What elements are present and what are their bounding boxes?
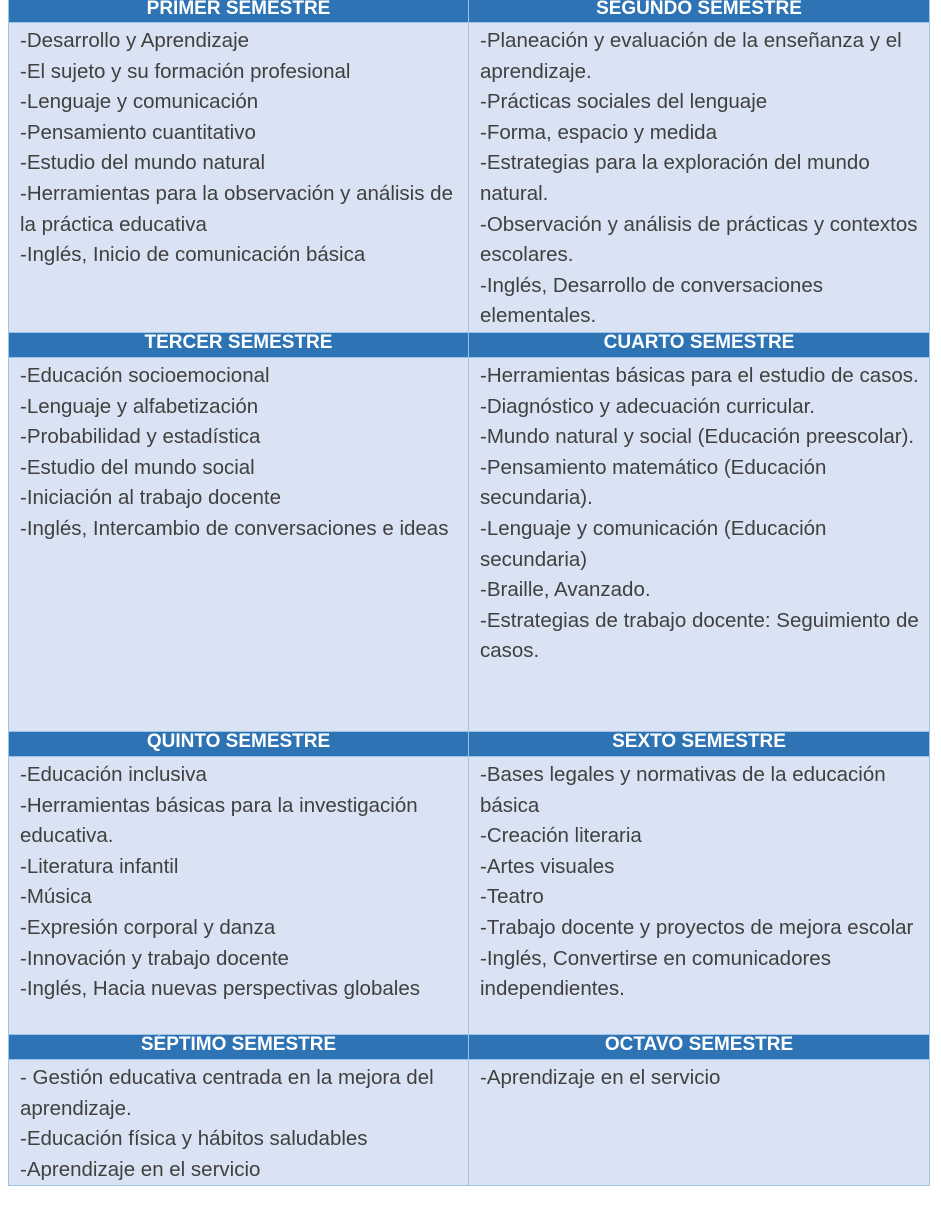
semester-title — [469, 0, 930, 23]
subject-item: -Creación literaria — [480, 824, 642, 848]
subject-item: -Teatro — [480, 885, 544, 909]
subject-item: -Planeación y evaluación de la enseñanza y el aprendizaje. — [480, 29, 902, 83]
subject-item: -Iniciación al trabajo docente — [20, 486, 281, 510]
subject-item: -Educación física y hábitos saludables — [20, 1127, 368, 1151]
subject-item: -Trabajo docente y proyectos de mejora escolar — [480, 915, 914, 939]
subject-item: -Observación y análisis de prácticas y contextos escolares. — [480, 212, 918, 267]
subject-list — [20, 361, 462, 545]
semester-title-text: SEGUNDO SEMESTRE — [596, 0, 802, 19]
semester-title — [9, 0, 469, 23]
subject-item: -Diagnóstico y adecuación curricular. — [480, 394, 815, 418]
semester-subjects-cell — [469, 23, 930, 333]
semester-subjects-cell — [9, 756, 469, 1034]
subject-item: -Desarrollo y Aprendizaje — [20, 29, 250, 52]
subject-item: -Pensamiento matemático (Educación secundaria). — [480, 455, 827, 510]
semester-header-row — [9, 731, 930, 756]
semester-body-row — [9, 357, 930, 731]
semester-title — [469, 731, 930, 756]
subject-item: -Herramientas básicas para el estudio de casos. — [480, 363, 919, 387]
subject-item: -Expresión corporal y danza — [20, 915, 276, 939]
semester-title-text: SEXTO SEMESTRE — [612, 731, 786, 752]
subject-item: -Aprendizaje en el servicio — [20, 1157, 261, 1181]
subject-item: -Aprendizaje en el servicio — [480, 1065, 721, 1089]
subject-item: -Lenguaje y comunicación — [20, 90, 259, 114]
subject-item: -Inglés, Desarrollo de conversaciones elementales. — [480, 273, 823, 328]
semester-title — [469, 332, 930, 357]
subject-item: -Pensamiento cuantitativo — [20, 120, 256, 144]
semester-title-text: OCTAVO SEMESTRE — [604, 1034, 794, 1055]
subject-item: -Estudio del mundo natural — [20, 151, 266, 175]
subject-item: -Educación socioemocional — [20, 363, 270, 387]
subject-list — [480, 26, 923, 332]
subject-item: -Estrategias de trabajo docente: Seguimiento de casos. — [480, 608, 919, 663]
semester-title — [9, 332, 469, 357]
subject-item: -Probabilidad y estadística — [20, 425, 261, 449]
semester-subjects-cell — [469, 1059, 930, 1185]
subject-item: -Lenguaje y alfabetización — [20, 394, 259, 418]
subject-item: -Educación inclusiva — [20, 762, 207, 786]
semester-title-text: QUINTO SEMESTRE — [146, 731, 331, 752]
subject-item: -Inglés, Intercambio de conversaciones e ideas — [20, 516, 449, 540]
semester-header-row — [9, 1034, 930, 1059]
subject-item: - Gestión educativa centrada en la mejora del aprendizaje. — [20, 1065, 434, 1120]
subject-item: -Herramientas para la observación y análisis de la práctica educativa — [20, 181, 453, 236]
semester-subjects-cell — [9, 23, 469, 333]
semester-body-row — [9, 1059, 930, 1185]
semester-body-row — [9, 23, 930, 333]
semester-header-row — [9, 0, 930, 23]
subject-list — [480, 361, 923, 667]
semester-header-row — [9, 332, 930, 357]
semester-subjects-cell — [9, 1059, 469, 1185]
subject-item: -Literatura infantil — [20, 854, 179, 878]
subject-list — [480, 1063, 923, 1094]
semester-title-text: PRIMER SEMESTRE — [146, 0, 331, 19]
subject-item: -Artes visuales — [480, 854, 615, 878]
semester-subjects-cell — [469, 756, 930, 1034]
subject-item: -Inglés, Convertirse en comunicadores independientes. — [480, 946, 831, 1001]
subject-item: -Estrategias para la exploración del mundo natural. — [480, 151, 870, 205]
subject-item: -Inglés, Hacia nuevas perspectivas globales — [20, 977, 420, 1001]
subject-item: -Estudio del mundo social — [20, 455, 255, 479]
semester-title-text: CUARTO SEMESTRE — [603, 332, 795, 353]
subject-list — [20, 760, 462, 1005]
semester-title — [469, 1034, 930, 1059]
subject-list — [480, 760, 923, 1005]
semester-title-text: SÉPTIMO SEMESTRE — [140, 1034, 337, 1055]
subject-item: -Música — [20, 885, 92, 909]
subject-item: -El sujeto y su formación profesional — [20, 59, 351, 83]
subject-list — [20, 26, 462, 271]
semester-title — [9, 731, 469, 756]
semester-title — [9, 1034, 469, 1059]
subject-item: -Inglés, Inicio de comunicación básica — [20, 243, 366, 267]
semester-subjects-cell — [9, 357, 469, 731]
subject-item: -Braille, Avanzado. — [480, 578, 651, 602]
subject-item: -Bases legales y normativas de la educación básica — [480, 762, 886, 817]
curriculum-table — [8, 0, 930, 1186]
semester-body-row — [9, 756, 930, 1034]
subject-item: -Mundo natural y social (Educación preescolar). — [480, 425, 915, 449]
semester-title-text: TERCER SEMESTRE — [144, 332, 333, 353]
semester-subjects-cell — [469, 357, 930, 731]
subject-item: -Herramientas básicas para la investigación educativa. — [20, 793, 418, 848]
subject-item: -Forma, espacio y medida — [480, 120, 717, 144]
subject-item: -Lenguaje y comunicación (Educación secundaria) — [480, 516, 827, 571]
subject-item: -Prácticas sociales del lenguaje — [480, 90, 768, 114]
subject-list — [20, 1063, 462, 1185]
subject-item: -Innovación y trabajo docente — [20, 946, 289, 970]
